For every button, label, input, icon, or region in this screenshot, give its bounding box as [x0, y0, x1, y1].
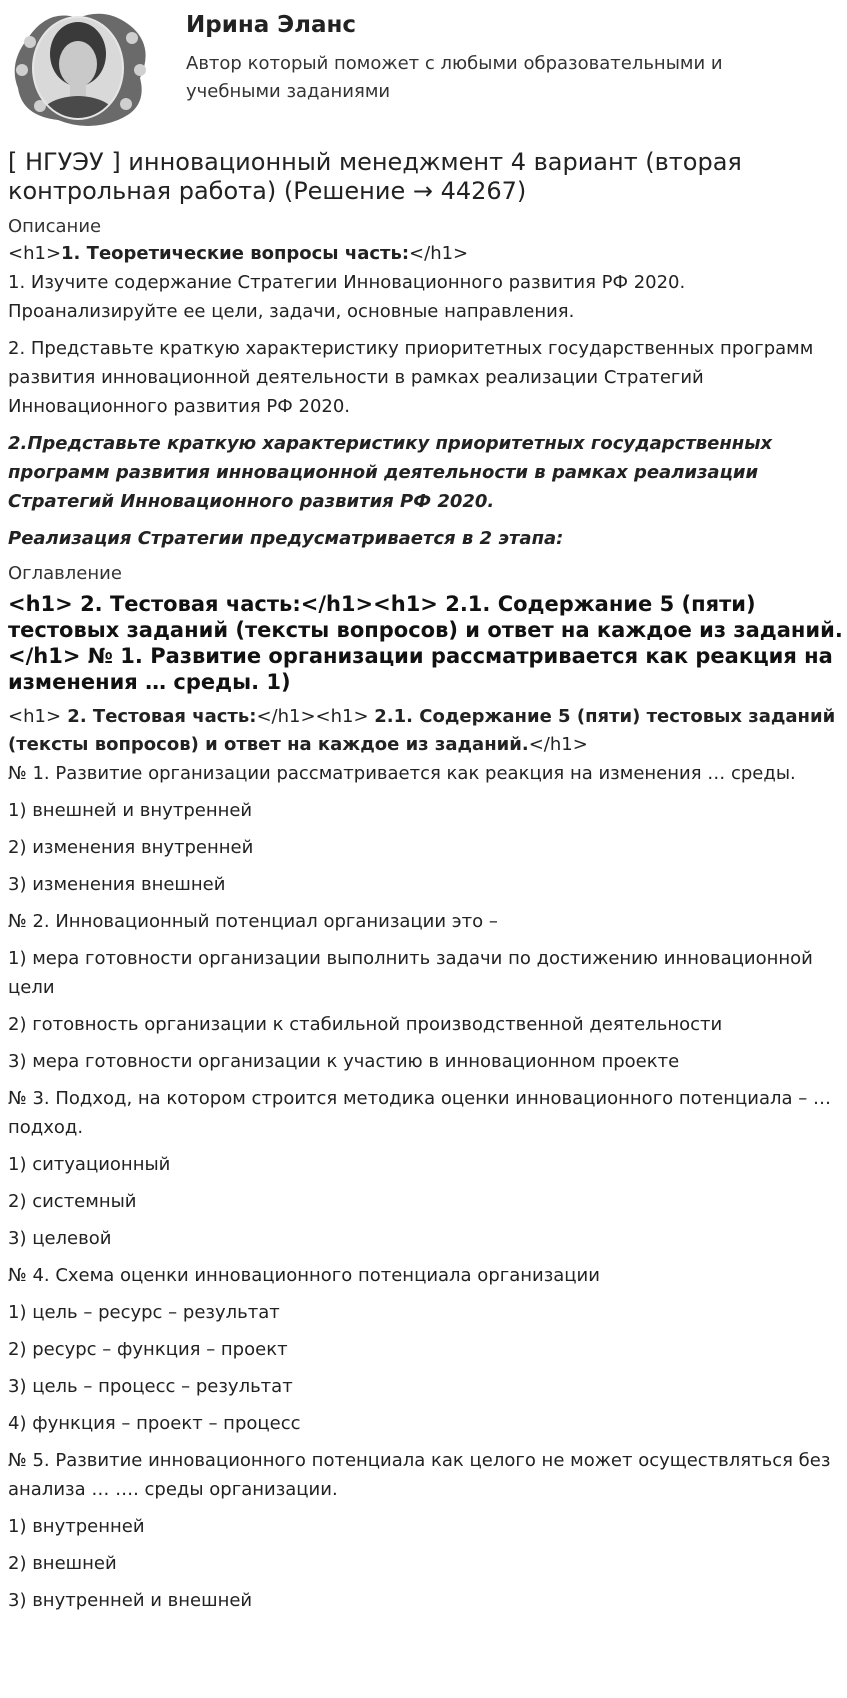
test-header-tag-2: </h1><h1>: [256, 706, 375, 727]
question-3: № 3. Подход, на котором строится методика оценки инновационного потенциала – … подход.: [8, 1088, 831, 1138]
question-1: № 1. Развитие организации рассматривается как реакция на изменения … среды.: [8, 763, 796, 784]
theory-heading-text: 1. Теоретические вопросы часть:: [61, 243, 410, 264]
question-4-option-1: 1) цель – ресурс – результат: [8, 1302, 280, 1323]
question-5-option-3: 3) внутренней и внешней: [8, 1590, 253, 1611]
test-header-tag-1: <h1>: [8, 706, 62, 727]
question-2-option-1: 1) мера готовности организации выполнить задачи по достижению инновационной цели: [8, 948, 813, 998]
question-2: № 2. Инновационный потенциал организации это –: [8, 911, 498, 932]
question-4-option-2: 2) ресурс – функция – проект: [8, 1339, 288, 1360]
question-4-option-4: 4) функция – проект – процесс: [8, 1413, 301, 1434]
test-header: [8, 703, 843, 759]
description-label: Описание: [8, 216, 102, 237]
question-5: № 5. Развитие инновационного потенциала как целого не может осуществляться без анализа … …. среды организации.: [8, 1450, 831, 1500]
author-name[interactable]: Ирина Эланс: [186, 12, 357, 38]
question-2-option-2: 2) готовность организации к стабильной производственной деятельности: [8, 1014, 723, 1035]
theory-question-1: 1. Изучите содержание Стратегии Инновационного развития РФ 2020. Проанализируйте ее цели, задачи, основные направления.: [8, 272, 686, 322]
work-content: [8, 148, 843, 1615]
theory-question-2: 2. Представьте краткую характеристику приоритетных государственных программ развития инновационной деятельности в рамках реализации Стратегий Инновационного развития РФ 2020.: [8, 338, 814, 417]
question-1-option-3: 3) изменения внешней: [8, 874, 226, 895]
question-5-option-1: 1) внутренней: [8, 1516, 145, 1537]
question-4-option-3: 3) цель – процесс – результат: [8, 1376, 293, 1397]
question-5-option-2: 2) внешней: [8, 1553, 117, 1574]
h1-open-tag: <h1>: [8, 243, 62, 264]
question-3-option-3: 3) целевой: [8, 1228, 112, 1249]
toc-label: Оглавление: [8, 563, 122, 584]
question-3-option-1: 1) ситуационный: [8, 1154, 171, 1175]
test-header-bold-2: 2.1. Содержание 5 (пяти) тестовых заданий (тексты вопросов) и ответ на каждое из заданий.: [8, 706, 836, 755]
question-2-option-3: 3) мера готовности организации к участию в инновационном проекте: [8, 1051, 680, 1072]
author-avatar[interactable]: [8, 8, 154, 130]
author-card[interactable]: [0, 0, 847, 140]
question-4: № 4. Схема оценки инновационного потенциала организации: [8, 1265, 600, 1286]
test-header-bold-1: 2. Тестовая часть:: [61, 706, 257, 727]
work-title: [ НГУЭУ ] инновационный менеджмент 4 вариант (вторая контрольная работа) (Решение → 44267): [8, 148, 742, 205]
toc-heading: <h1> 2. Тестовая часть:</h1><h1> 2.1. Содержание 5 (пяти) тестовых заданий (тексты вопросов) и ответ на каждое из заданий.</h1> № 1. Развитие организации рассматривается как реакция на изменения … среды. 1): [8, 592, 843, 694]
h1-close-tag: </h1>: [409, 243, 469, 264]
question-1-option-1: 1) внешней и внутренней: [8, 800, 253, 821]
theory-heading: [8, 240, 843, 268]
strategy-stages: Реализация Стратегии предусматривается в 2 этапа:: [8, 528, 564, 549]
test-header-tag-3: </h1>: [528, 734, 588, 755]
author-description: Автор который поможет с любыми образовательными и учебными заданиями: [186, 53, 723, 102]
question-3-option-2: 2) системный: [8, 1191, 137, 1212]
question-1-option-2: 2) изменения внутренней: [8, 837, 254, 858]
theory-question-2-bold: 2.Представьте краткую характеристику приоритетных государственных программ развития инновационной деятельности в рамках реализации Стратегий Инновационного развития РФ 2020.: [8, 433, 773, 512]
